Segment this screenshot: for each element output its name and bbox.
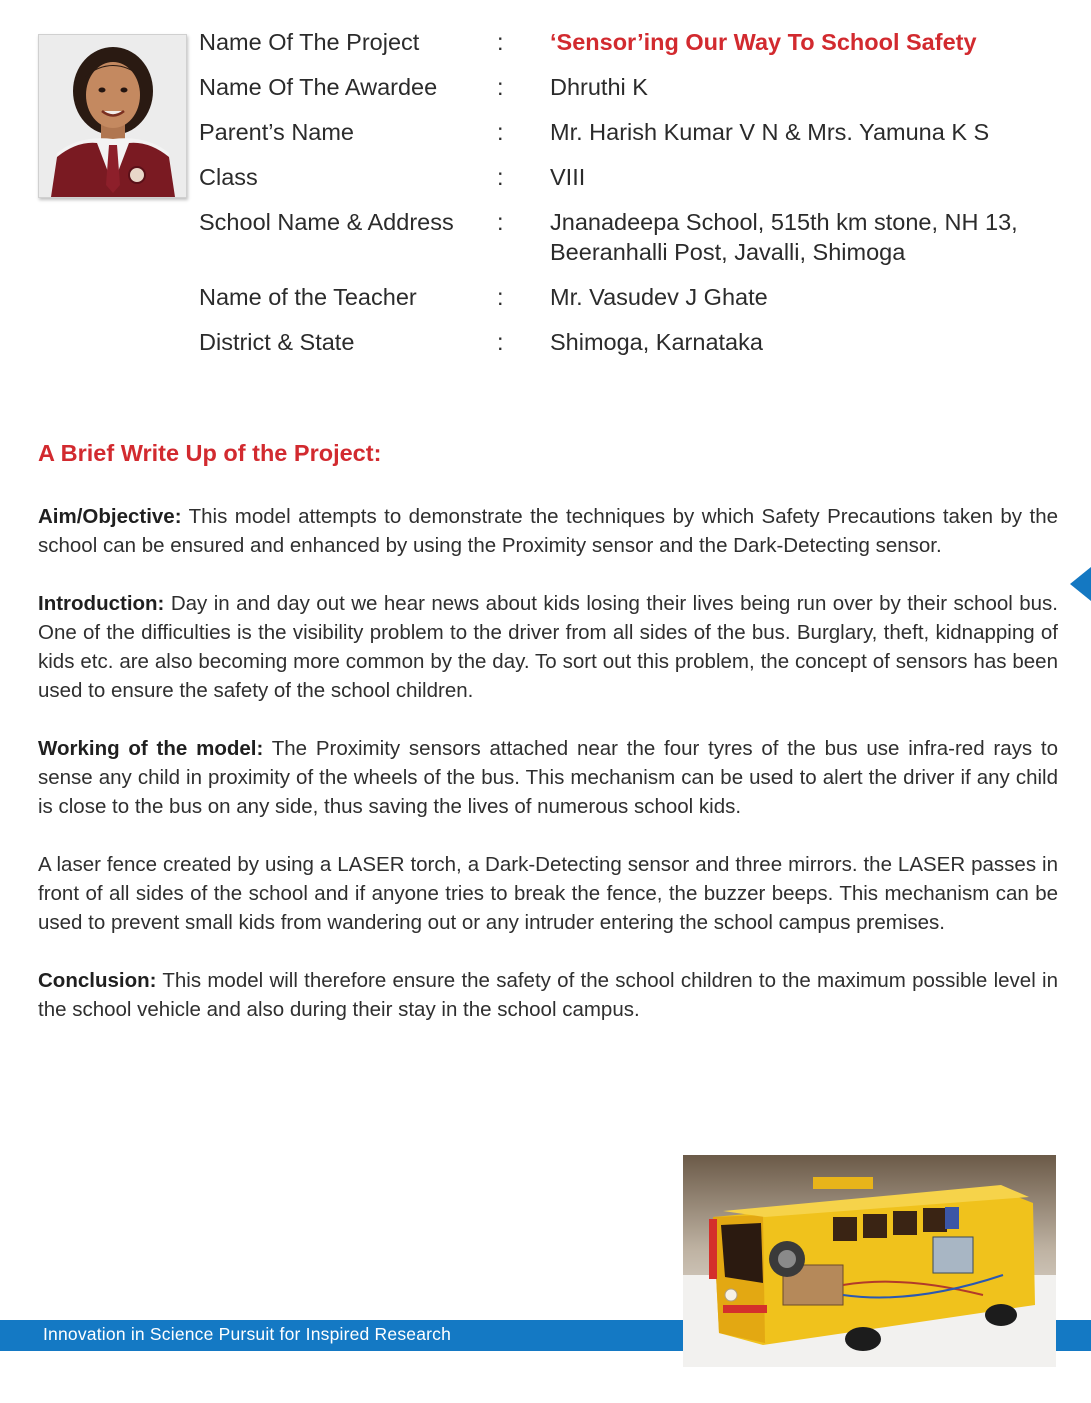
- working-paragraph: [38, 734, 1058, 821]
- info-value: Mr. Vasudev J Ghate: [550, 284, 768, 310]
- info-label: District & State: [199, 329, 355, 355]
- info-separator: :: [497, 119, 504, 145]
- aim-label: Aim/Objective:: [38, 505, 182, 528]
- info-separator: :: [497, 209, 504, 235]
- writeup-body: [38, 502, 1058, 1053]
- info-row-district: [199, 327, 1069, 372]
- conclusion-label: Conclusion:: [38, 969, 157, 992]
- aim-paragraph: [38, 502, 1058, 560]
- info-value: Shimoga, Karnataka: [550, 329, 763, 355]
- awardee-portrait-illustration: [39, 35, 186, 197]
- aim-text: This model attempts to demonstrate the techniques by which Safety Precautions taken by the school can be ensured and enhanced by using the Proximity sensor and the Dark-Detecting sensor.: [38, 505, 1059, 557]
- writeup-heading: A Brief Write Up of the Project:: [38, 440, 382, 466]
- info-value: Mr. Harish Kumar V N & Mrs. Yamuna K S: [550, 119, 990, 145]
- info-label: Class: [199, 164, 258, 190]
- working-label: Working of the model:: [38, 737, 264, 760]
- info-row-school: [199, 207, 1069, 282]
- introduction-text: Day in and day out we hear news about kids losing their lives being run over by their school bus. One of the difficulties is the visibility problem to the driver from all sides of the bus. Burglary, theft, kidnapping of kids etc. are also becoming more common by the day. To sort out this problem, the concept of sensors has been used to ensure the safety of the school children.: [38, 592, 1058, 702]
- info-separator: :: [497, 164, 504, 190]
- info-row-teacher: [199, 282, 1069, 327]
- conclusion-text: This model will therefore ensure the safety of the school children to the maximum possible level in the school vehicle and also during their stay in the school campus.: [38, 969, 1058, 1021]
- info-label: Parent’s Name: [199, 119, 354, 145]
- info-label: Name Of The Awardee: [199, 74, 438, 100]
- laser-text: A laser fence created by using a LASER torch, a Dark-Detecting sensor and three mirrors. the LASER passes in front of all sides of the school and if anyone tries to break the fence, the buzzer beeps. This mechanism can be used to prevent small kids from wandering out or any intruder entering the school campus premises.: [38, 853, 1058, 934]
- info-separator: :: [497, 74, 504, 100]
- project-info-table: [199, 27, 1069, 372]
- introduction-paragraph: [38, 589, 1058, 705]
- info-row-parents: [199, 117, 1069, 162]
- laser-paragraph: [38, 850, 1058, 937]
- info-separator: :: [497, 284, 504, 310]
- info-value: VIII: [550, 164, 586, 190]
- working-text: The Proximity sensors attached near the four tyres of the bus use infra-red rays to sense any child in proximity of the wheels of the bus. This mechanism can be used to alert the driver if any child is close to the bus on any side, thus saving the lives of numerous school kids.: [38, 737, 1059, 818]
- info-label: Name of the Teacher: [199, 284, 417, 310]
- footer-tagline: Innovation in Science Pursuit for Inspired Research: [43, 1324, 452, 1344]
- conclusion-paragraph: [38, 966, 1058, 1024]
- info-value: Dhruthi K: [550, 74, 648, 100]
- info-label: School Name & Address: [199, 209, 454, 235]
- info-separator: :: [497, 29, 504, 55]
- info-row-awardee: [199, 72, 1069, 117]
- bus-model-photo: [683, 1155, 1056, 1367]
- awardee-photo: [38, 34, 187, 198]
- info-label: Name Of The Project: [199, 29, 420, 55]
- info-row-class: [199, 162, 1069, 207]
- page-tab-marker-icon: [1070, 567, 1091, 601]
- project-title: ‘Sensor’ing Our Way To School Safety: [550, 29, 977, 55]
- info-separator: :: [497, 329, 504, 355]
- school-bus-model-illustration: [683, 1155, 1056, 1367]
- info-row-project-name: [199, 27, 1069, 72]
- info-value: Jnanadeepa School, 515th km stone, NH 13, Beeranhalli Post, Javalli, Shimoga: [550, 209, 1018, 265]
- introduction-label: Introduction:: [38, 592, 165, 615]
